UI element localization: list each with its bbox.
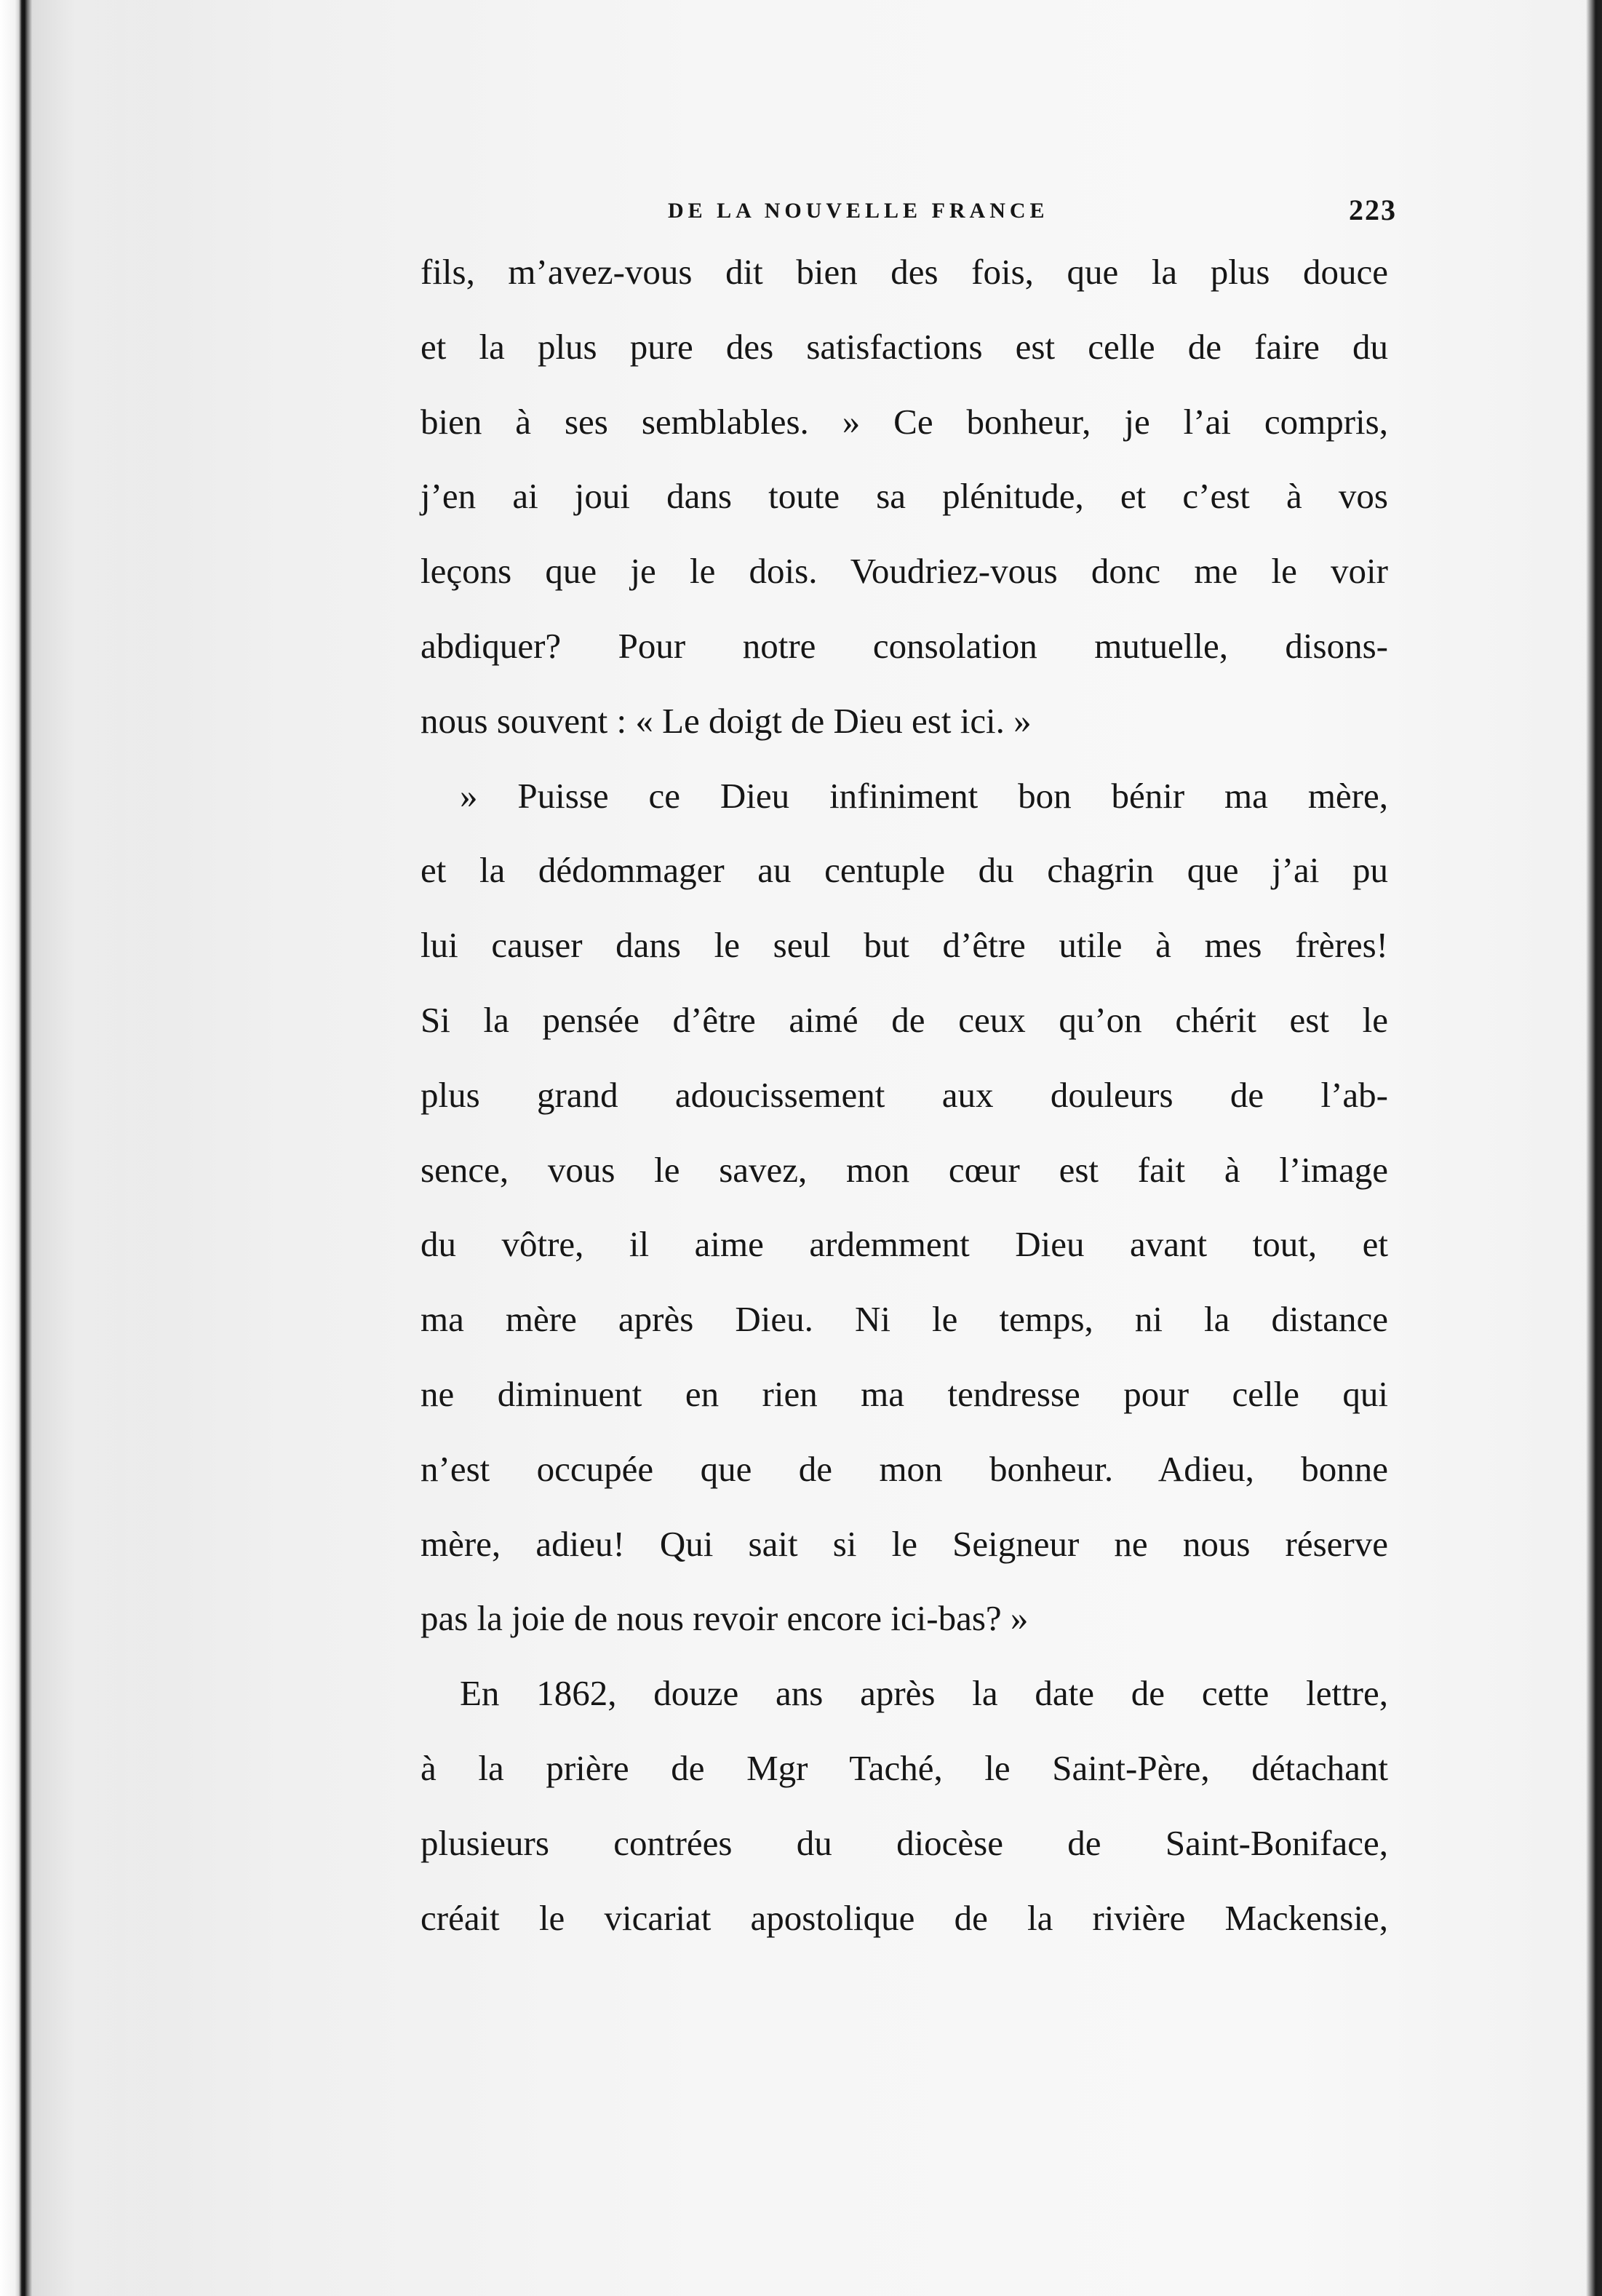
page-number: 223 xyxy=(1349,194,1397,226)
text-line: et la plus pure des satisfactions est celle de faire du xyxy=(421,326,1388,367)
text-line: et la dédommager au centuple du chagrin que j’ai pu xyxy=(421,850,1388,891)
text-line: du vôtre, il aime ardemment Dieu avant tout, et xyxy=(421,1224,1388,1265)
text-line: créait le vicariat apostolique de la rivière Mackensie, xyxy=(421,1897,1388,1938)
text-line: nous souvent : « Le doigt de Dieu est ici. » xyxy=(421,700,1032,741)
text-line: plus grand adoucissement aux douleurs de l’ab- xyxy=(421,1074,1388,1115)
text-line: ne diminuent en rien ma tendresse pour celle qui xyxy=(421,1373,1388,1414)
text-line: En 1862, douze ans après la date de cette lettre, xyxy=(460,1673,1388,1714)
text-line: n’est occupée que de mon bonheur. Adieu, bonne xyxy=(421,1448,1388,1489)
text-line: » Puisse ce Dieu infiniment bon bénir ma mère, xyxy=(460,775,1388,816)
text-line: fils, m’avez-vous dit bien des fois, que la plus douce xyxy=(421,252,1388,292)
text-line: plusieurs contrées du diocèse de Saint-Boniface, xyxy=(421,1822,1388,1863)
book-spine-shadow xyxy=(0,0,189,2296)
text-line: bien à ses semblables. » Ce bonheur, je l’ai compris, xyxy=(421,401,1388,442)
text-line: lui causer dans le seul but d’être utile à mes frères! xyxy=(421,925,1388,966)
running-title: DE LA NOUVELLE FRANCE xyxy=(668,199,1049,223)
running-head xyxy=(421,186,1397,229)
text-line: ma mère après Dieu. Ni le temps, ni la distance xyxy=(421,1299,1388,1340)
scan-edge-shadow xyxy=(1586,0,1602,2296)
text-line: leçons que je le dois. Voudriez-vous donc me le voir xyxy=(421,551,1388,592)
text-line: sence, vous le savez, mon cœur est fait à l’image xyxy=(421,1149,1388,1190)
text-line: mère, adieu! Qui sait si le Seigneur ne nous réserve xyxy=(421,1523,1388,1564)
body-text xyxy=(421,235,1388,1955)
text-line: abdiquer? Pour notre consolation mutuelle, disons- xyxy=(421,625,1388,666)
page-content xyxy=(421,186,1397,1955)
text-line: j’en ai joui dans toute sa plénitude, et c’est à vos xyxy=(421,476,1388,517)
text-line: à la prière de Mgr Taché, le Saint-Père, détachant xyxy=(421,1747,1388,1788)
text-line: Si la pensée d’être aimé de ceux qu’on chérit est le xyxy=(421,999,1388,1040)
text-line: pas la joie de nous revoir encore ici-bas? » xyxy=(421,1598,1029,1639)
